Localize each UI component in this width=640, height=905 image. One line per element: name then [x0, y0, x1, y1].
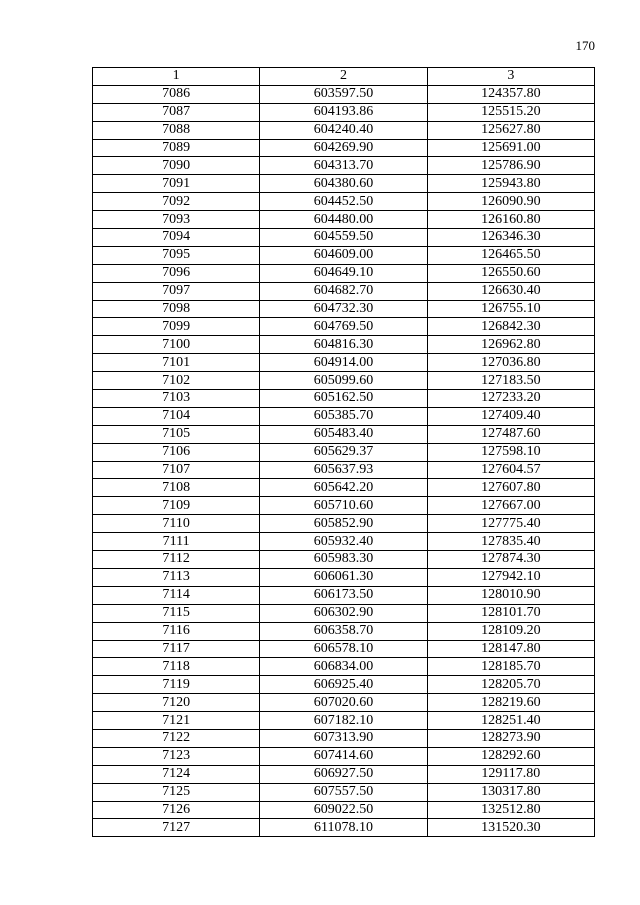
table-row — [93, 354, 595, 372]
table-cell-col-2: 604559.50 — [260, 229, 427, 247]
table-row — [93, 193, 595, 211]
table-row — [93, 604, 595, 622]
table-row — [93, 229, 595, 247]
table-cell-col-3: 129117.80 — [427, 765, 594, 783]
table-row — [93, 515, 595, 533]
table-cell-col-2: 605932.40 — [260, 533, 427, 551]
table-row — [93, 121, 595, 139]
table-cell-col-2: 604240.40 — [260, 121, 427, 139]
table-cell-col-2: 604193.86 — [260, 103, 427, 121]
table-cell-col-3: 127598.10 — [427, 443, 594, 461]
table-cell-col-1: 7094 — [93, 229, 260, 247]
table-row — [93, 372, 595, 390]
table-cell-col-2: 606302.90 — [260, 604, 427, 622]
table-cell-col-1: 7124 — [93, 765, 260, 783]
table-cell-col-3: 127835.40 — [427, 533, 594, 551]
table-cell-col-1: 7105 — [93, 425, 260, 443]
table-row — [93, 300, 595, 318]
table-cell-col-2: 611078.10 — [260, 819, 427, 837]
table-row — [93, 139, 595, 157]
table-cell-col-2: 605637.93 — [260, 461, 427, 479]
table-cell-col-1: 7098 — [93, 300, 260, 318]
table-cell-col-2: 604914.00 — [260, 354, 427, 372]
table-cell-col-1: 7114 — [93, 586, 260, 604]
table-cell-col-1: 7102 — [93, 372, 260, 390]
table-cell-col-3: 127775.40 — [427, 515, 594, 533]
table-row — [93, 407, 595, 425]
table-cell-col-2: 606925.40 — [260, 676, 427, 694]
table-cell-col-2: 604269.90 — [260, 139, 427, 157]
table-cell-col-2: 604609.00 — [260, 246, 427, 264]
table-cell-col-1: 7123 — [93, 747, 260, 765]
table-cell-col-1: 7106 — [93, 443, 260, 461]
table-header — [93, 68, 595, 86]
table-cell-col-3: 128219.60 — [427, 694, 594, 712]
table-cell-col-2: 605642.20 — [260, 479, 427, 497]
table-cell-col-3: 127667.00 — [427, 497, 594, 515]
table-cell-col-3: 128273.90 — [427, 729, 594, 747]
table-cell-col-2: 607557.50 — [260, 783, 427, 801]
table-cell-col-1: 7087 — [93, 103, 260, 121]
table-row — [93, 622, 595, 640]
table-cell-col-1: 7112 — [93, 551, 260, 569]
table-cell-col-3: 126160.80 — [427, 211, 594, 229]
table-cell-col-3: 128109.20 — [427, 622, 594, 640]
table-cell-col-3: 124357.80 — [427, 85, 594, 103]
table-cell-col-3: 128251.40 — [427, 712, 594, 730]
table-row — [93, 336, 595, 354]
table-cell-col-1: 7100 — [93, 336, 260, 354]
table-row — [93, 157, 595, 175]
table-cell-col-3: 126465.50 — [427, 246, 594, 264]
table-cell-col-1: 7119 — [93, 676, 260, 694]
table-cell-col-3: 125691.00 — [427, 139, 594, 157]
table-cell-col-3: 131520.30 — [427, 819, 594, 837]
table-row — [93, 729, 595, 747]
table-row — [93, 533, 595, 551]
table-cell-col-1: 7115 — [93, 604, 260, 622]
table-cell-col-3: 127183.50 — [427, 372, 594, 390]
table-row — [93, 658, 595, 676]
table-cell-col-1: 7118 — [93, 658, 260, 676]
table-row — [93, 568, 595, 586]
table-cell-col-1: 7091 — [93, 175, 260, 193]
table-cell-col-2: 605983.30 — [260, 551, 427, 569]
table-cell-col-2: 604816.30 — [260, 336, 427, 354]
table-cell-col-2: 605099.60 — [260, 372, 427, 390]
table-row — [93, 747, 595, 765]
table-cell-col-2: 604380.60 — [260, 175, 427, 193]
table-cell-col-3: 128101.70 — [427, 604, 594, 622]
table-cell-col-3: 127874.30 — [427, 551, 594, 569]
table-cell-col-3: 126962.80 — [427, 336, 594, 354]
table-row — [93, 712, 595, 730]
column-header-1: 1 — [93, 68, 260, 86]
table-row — [93, 390, 595, 408]
table-cell-col-1: 7104 — [93, 407, 260, 425]
table-row — [93, 676, 595, 694]
table-cell-col-1: 7092 — [93, 193, 260, 211]
table-cell-col-1: 7116 — [93, 622, 260, 640]
table-row — [93, 479, 595, 497]
table-row — [93, 282, 595, 300]
table-cell-col-1: 7095 — [93, 246, 260, 264]
table-cell-col-1: 7120 — [93, 694, 260, 712]
table-row — [93, 425, 595, 443]
table-cell-col-2: 605710.60 — [260, 497, 427, 515]
table-cell-col-3: 132512.80 — [427, 801, 594, 819]
table-cell-col-2: 605483.40 — [260, 425, 427, 443]
table-cell-col-2: 604452.50 — [260, 193, 427, 211]
table-cell-col-3: 128205.70 — [427, 676, 594, 694]
table-cell-col-3: 127942.10 — [427, 568, 594, 586]
column-header-2: 2 — [260, 68, 427, 86]
table-cell-col-1: 7111 — [93, 533, 260, 551]
table-cell-col-2: 605852.90 — [260, 515, 427, 533]
table-cell-col-2: 604682.70 — [260, 282, 427, 300]
table-cell-col-2: 607313.90 — [260, 729, 427, 747]
table-cell-col-3: 125786.90 — [427, 157, 594, 175]
table-row — [93, 586, 595, 604]
table-cell-col-2: 609022.50 — [260, 801, 427, 819]
table-cell-col-1: 7086 — [93, 85, 260, 103]
table-cell-col-3: 127036.80 — [427, 354, 594, 372]
table-cell-col-3: 130317.80 — [427, 783, 594, 801]
table-cell-col-3: 125515.20 — [427, 103, 594, 121]
table-cell-col-3: 128185.70 — [427, 658, 594, 676]
table-row — [93, 497, 595, 515]
table-row — [93, 640, 595, 658]
table-cell-col-1: 7101 — [93, 354, 260, 372]
table-cell-col-2: 604732.30 — [260, 300, 427, 318]
table-cell-col-2: 604313.70 — [260, 157, 427, 175]
table-row — [93, 461, 595, 479]
table-row — [93, 819, 595, 837]
table-cell-col-2: 606927.50 — [260, 765, 427, 783]
table-cell-col-2: 605629.37 — [260, 443, 427, 461]
table-row — [93, 783, 595, 801]
table-row — [93, 211, 595, 229]
table-row — [93, 551, 595, 569]
table-cell-col-1: 7090 — [93, 157, 260, 175]
table-cell-col-3: 127233.20 — [427, 390, 594, 408]
table-cell-col-2: 605385.70 — [260, 407, 427, 425]
table-cell-col-1: 7125 — [93, 783, 260, 801]
table-row — [93, 175, 595, 193]
table-cell-col-3: 128147.80 — [427, 640, 594, 658]
table-cell-col-2: 606834.00 — [260, 658, 427, 676]
table-cell-col-1: 7126 — [93, 801, 260, 819]
table-cell-col-1: 7103 — [93, 390, 260, 408]
table-cell-col-2: 604480.00 — [260, 211, 427, 229]
table-cell-col-1: 7109 — [93, 497, 260, 515]
table-cell-col-3: 125627.80 — [427, 121, 594, 139]
table-cell-col-1: 7113 — [93, 568, 260, 586]
table-row — [93, 264, 595, 282]
table-cell-col-1: 7108 — [93, 479, 260, 497]
table-cell-col-3: 127409.40 — [427, 407, 594, 425]
table-cell-col-2: 606061.30 — [260, 568, 427, 586]
table-cell-col-2: 604769.50 — [260, 318, 427, 336]
table-row — [93, 318, 595, 336]
table-cell-col-2: 607182.10 — [260, 712, 427, 730]
table-cell-col-2: 606358.70 — [260, 622, 427, 640]
page-number: 170 — [575, 38, 595, 53]
table-cell-col-3: 126090.90 — [427, 193, 594, 211]
table-cell-col-1: 7117 — [93, 640, 260, 658]
table-cell-col-1: 7093 — [93, 211, 260, 229]
table-cell-col-2: 607414.60 — [260, 747, 427, 765]
table-row — [93, 801, 595, 819]
table-cell-col-3: 125943.80 — [427, 175, 594, 193]
table-cell-col-1: 7107 — [93, 461, 260, 479]
column-header-3: 3 — [427, 68, 594, 86]
table-cell-col-3: 126842.30 — [427, 318, 594, 336]
table-cell-col-1: 7096 — [93, 264, 260, 282]
table-cell-col-1: 7110 — [93, 515, 260, 533]
table-cell-col-2: 603597.50 — [260, 85, 427, 103]
table-cell-col-3: 126346.30 — [427, 229, 594, 247]
coordinates-table — [92, 67, 595, 837]
table-row — [93, 694, 595, 712]
table-body — [93, 85, 595, 836]
table-row — [93, 103, 595, 121]
table-cell-col-1: 7089 — [93, 139, 260, 157]
table-cell-col-3: 127487.60 — [427, 425, 594, 443]
header-row — [93, 68, 595, 86]
table-cell-col-2: 607020.60 — [260, 694, 427, 712]
table-cell-col-2: 606578.10 — [260, 640, 427, 658]
table-cell-col-3: 128010.90 — [427, 586, 594, 604]
table-cell-col-1: 7122 — [93, 729, 260, 747]
table-cell-col-2: 605162.50 — [260, 390, 427, 408]
table-cell-col-3: 127607.80 — [427, 479, 594, 497]
table-cell-col-3: 126755.10 — [427, 300, 594, 318]
table-cell-col-3: 127604.57 — [427, 461, 594, 479]
table-cell-col-1: 7121 — [93, 712, 260, 730]
table-row — [93, 85, 595, 103]
table-cell-col-3: 126630.40 — [427, 282, 594, 300]
table-cell-col-3: 128292.60 — [427, 747, 594, 765]
table-cell-col-2: 606173.50 — [260, 586, 427, 604]
table-cell-col-1: 7097 — [93, 282, 260, 300]
table-row — [93, 443, 595, 461]
table-cell-col-3: 126550.60 — [427, 264, 594, 282]
table-cell-col-1: 7099 — [93, 318, 260, 336]
table-cell-col-1: 7088 — [93, 121, 260, 139]
table-cell-col-2: 604649.10 — [260, 264, 427, 282]
table-row — [93, 246, 595, 264]
table-cell-col-1: 7127 — [93, 819, 260, 837]
table-row — [93, 765, 595, 783]
